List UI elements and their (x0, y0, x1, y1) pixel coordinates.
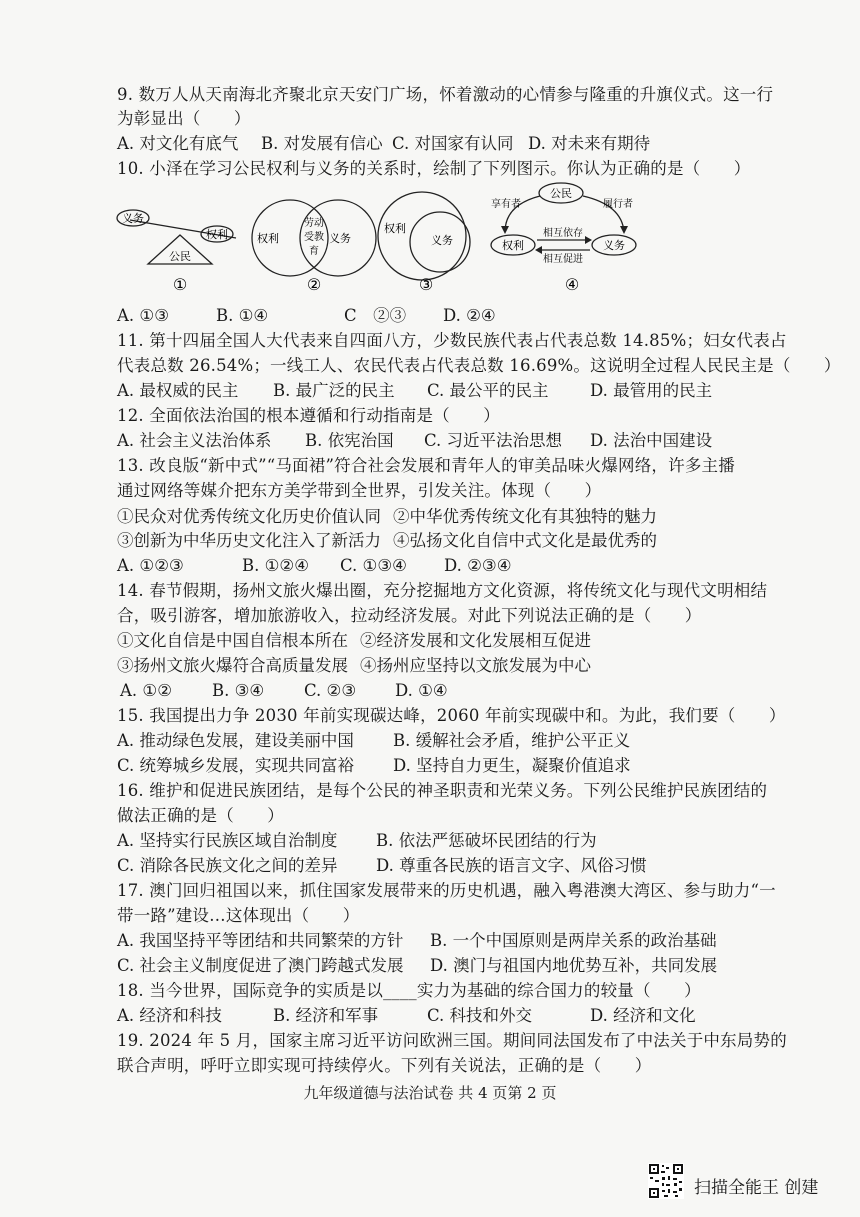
qr-code-icon (648, 1163, 684, 1199)
q11-option-d: D. 最管用的民主 (590, 381, 713, 400)
q13-statement-1: ①民众对优秀传统文化历史价值认同 (117, 507, 381, 526)
q10-option-c: C ②③ (344, 306, 407, 325)
d1-citizen: 公民 (169, 250, 191, 263)
d1-number: ① (172, 275, 188, 294)
q18-option-a: A. 经济和科技 (117, 1006, 222, 1025)
scanner-brand-watermark: 扫描全能王 创建 (694, 1178, 819, 1198)
q9-option-b: B. 对发展有信心 (261, 134, 383, 153)
d2-center-2: 受教 (304, 232, 324, 243)
q16-option-b: B. 依法严惩破坏民团结的行为 (376, 831, 597, 850)
q14-statement-1: ①文化自信是中国自信根本所在 (117, 631, 348, 650)
d2-center-1: 劳动 (304, 218, 324, 229)
q15-option-d: D. 坚持自力更生，凝聚价值追求 (393, 756, 631, 775)
q18-option-b: B. 经济和军事 (273, 1006, 379, 1025)
q13-option-d: D. ②③④ (444, 556, 512, 575)
q14-statement-3: ③扬州文旅火爆符合高质量发展 (117, 656, 348, 675)
d4-holder: 享有者 (491, 199, 521, 210)
d3-right: 权利 (384, 222, 406, 235)
q16-option-c: C. 消除各民族文化之间的差异 (117, 856, 338, 875)
q14-option-b: B. ③④ (212, 681, 265, 700)
diagram-3 (378, 192, 470, 280)
q17-option-b: B. 一个中国原则是两岸关系的政治基础 (430, 931, 717, 950)
q14-stem-line2: 合，吸引游客，增加旅游收入，拉动经济发展。对此下列说法正确的是（ ） (117, 606, 702, 625)
page-footer: 九年级道德与法治试卷 共 4 页第 2 页 (303, 1084, 557, 1102)
d4-right: 权利 (502, 239, 524, 252)
q13-statement-3: ③创新为中华历史文化注入了新活力 (117, 531, 381, 550)
q13-stem-line2: 通过网络等媒介把东方美学带到全世界，引发关注。体现（ ） (117, 481, 602, 500)
q18-option-c: C. 科技和外交 (427, 1006, 533, 1025)
q10-option-a: A. ①③ (117, 306, 169, 325)
d4-promotion: 相互促进 (543, 254, 583, 265)
q17-stem-line1: 17. 澳门回归祖国以来，抓住国家发展带来的历史机遇，融入粤港澳大湾区、参与助力“一 (117, 881, 776, 900)
q13-statement-4: ④弘扬文化自信中式文化是最优秀的 (393, 531, 657, 550)
q17-option-c: C. 社会主义制度促进了澳门跨越式发展 (117, 956, 404, 975)
q12-option-a: A. 社会主义法治体系 (117, 431, 272, 450)
q18-option-d: D. 经济和文化 (590, 1006, 696, 1025)
q11-stem-line1: 11. 第十四届全国人大代表来自四面八方，少数民族代表占代表总数 14.85%；妇女代表占 (117, 331, 787, 350)
q11-option-b: B. 最广泛的民主 (273, 381, 395, 400)
q14-option-c: C. ②③ (304, 681, 357, 700)
d4-number: ④ (564, 275, 580, 294)
q17-stem-line2: 带一路”建设…这体现出（ ） (117, 906, 360, 925)
q9-stem-line1: 9. 数万人从天南海北齐聚北京天安门广场，怀着激动的心情参与隆重的升旗仪式。这一行 (117, 85, 774, 104)
q14-option-d: D. ①④ (395, 681, 448, 700)
q11-option-c: C. 最公平的民主 (427, 381, 549, 400)
q13-option-b: B. ①②④ (242, 556, 309, 575)
d4-dependence: 相互依存 (543, 228, 583, 239)
q13-statement-2: ②中华优秀传统文化有其独特的魅力 (393, 507, 657, 526)
q12-option-c: C. 习近平法治思想 (424, 431, 563, 450)
q18-stem: 18. 当今世界，国际竞争的实质是以____实力为基础的综合国力的较量（ ） (117, 981, 701, 1000)
q14-statement-4: ④扬州应坚持以文旅发展为中心 (360, 656, 591, 675)
q15-option-b: B. 缓解社会矛盾，维护公平正义 (393, 731, 631, 750)
q15-stem: 15. 我国提出力争 2030 年前实现碳达峰，2060 年前实现碳中和。为此，我们要（ ） (117, 706, 786, 725)
q10-diagrams (0, 180, 860, 300)
q14-option-a: A. ①② (120, 681, 172, 700)
q9-option-c: C. 对国家有认同 (392, 134, 514, 153)
q12-option-b: B. 依宪治国 (305, 431, 394, 450)
d4-duty: 义务 (603, 239, 625, 252)
q9-option-d: D. 对未来有期待 (528, 134, 651, 153)
q19-stem-line1: 19. 2024 年 5 月，国家主席习近平访问欧洲三国。期间同法国发布了中法关于中东局势的 (117, 1031, 787, 1050)
q14-statement-2: ②经济发展和文化发展相互促进 (360, 631, 591, 650)
q9-option-a: A. 对文化有底气 (117, 134, 239, 153)
d4-performer: 履行者 (603, 199, 633, 210)
q16-stem-line1: 16. 维护和促进民族团结，是每个公民的神圣职责和光荣义务。下列公民维护民族团结的 (117, 781, 768, 800)
d3-duty: 义务 (431, 234, 453, 247)
d1-duty: 义务 (122, 212, 144, 225)
q11-option-a: A. 最权威的民主 (117, 381, 239, 400)
d2-number: ② (306, 275, 322, 294)
d2-right: 权利 (257, 232, 279, 245)
q10-option-b: B. ①④ (216, 306, 269, 325)
d2-center-3: 育 (309, 246, 319, 257)
q15-option-c: C. 统筹城乡发展，实现共同富裕 (117, 756, 355, 775)
q13-option-c: C. ①③④ (340, 556, 407, 575)
d2-duty: 义务 (329, 232, 351, 245)
q12-stem: 12. 全面依法治国的根本遵循和行动指南是（ ） (117, 406, 500, 425)
q13-stem-line1: 13. 改良版“新中式”“马面裙”符合社会发展和青年人的审美品味火爆网络，许多主播 (117, 456, 735, 475)
q19-stem-line2: 联合声明，呼吁立即实现可持续停火。下列有关说法，正确的是（ ） (117, 1056, 652, 1075)
q16-option-d: D. 尊重各民族的语言文字、风俗习惯 (376, 856, 647, 875)
d3-number: ③ (418, 275, 434, 294)
q14-stem-line1: 14. 春节假期，扬州文旅火爆出圈，充分挖掘地方文化资源，将传统文化与现代文明相结 (117, 581, 768, 600)
q9-stem-line2: 为彰显出（ ） (117, 109, 251, 128)
q10-option-d: D. ②④ (443, 306, 496, 325)
q15-option-a: A. 推动绿色发展，建设美丽中国 (117, 731, 354, 750)
q17-option-d: D. 澳门与祖国内地优势互补，共同发展 (430, 956, 718, 975)
d1-right: 权利 (206, 228, 228, 241)
d4-citizen: 公民 (550, 187, 572, 200)
q16-stem-line2: 做法正确的是（ ） (117, 806, 284, 825)
q11-stem-line2: 代表总数 26.54%；一线工人、农民代表占代表总数 16.69%。这说明全过程人民民主是（ ） (117, 356, 841, 375)
q17-option-a: A. 我国坚持平等团结和共同繁荣的方针 (117, 931, 404, 950)
q12-option-d: D. 法治中国建设 (590, 431, 713, 450)
q13-option-a: A. ①②③ (117, 556, 184, 575)
q16-option-a: A. 坚持实行民族区域自治制度 (117, 831, 338, 850)
q10-stem: 10. 小泽在学习公民权利与义务的关系时，绘制了下列图示。你认为正确的是（ ） (117, 159, 751, 178)
